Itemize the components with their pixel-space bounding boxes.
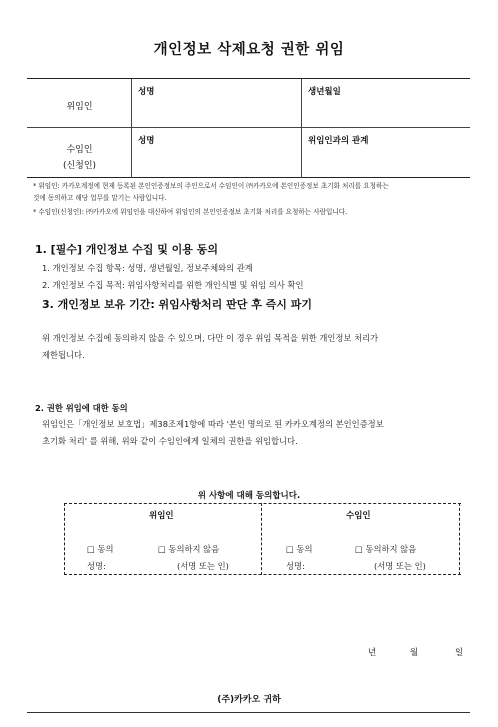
relation-cell[interactable] bbox=[302, 128, 470, 178]
consent-box-left-edge bbox=[64, 503, 65, 575]
consent-box-right-edge bbox=[459, 503, 460, 575]
section1-item-1: 1. 개인정보 수집 항목: 성명, 생년월일, 정보주체와의 관계 bbox=[42, 263, 253, 273]
bottom-divider bbox=[27, 712, 470, 713]
note-line-2: 것에 동의하고 해당 업무를 맡기는 사람입니다. bbox=[33, 194, 167, 202]
consent-title: 위 사항에 대해 동의합니다. bbox=[197, 491, 301, 501]
date-day: 일 bbox=[455, 648, 464, 658]
delegatee-name-cell[interactable] bbox=[132, 128, 302, 178]
note-line-3: * 수임인(신청인): ㈜카카오에 위임인을 대신하여 위임인의 본인인증정보 초기화 처리를 요청하는 사람입니다. bbox=[33, 208, 348, 216]
delegator-row bbox=[27, 79, 470, 128]
section1-item-3: 3. 개인정보 보유 기간: 위임사항처리 판단 후 즉시 파기 bbox=[42, 298, 313, 311]
consent-left-header: 위임인 bbox=[149, 511, 174, 521]
info-table bbox=[27, 78, 470, 178]
relation-label: 위임인과의 관계 bbox=[308, 136, 369, 146]
right-disagree-checkbox[interactable]: □ 동의하지 않음 bbox=[355, 544, 417, 554]
left-agree-checkbox[interactable]: □ 동의 bbox=[87, 544, 114, 554]
delegator-label: 위임인 bbox=[66, 102, 93, 112]
footer-recipient: (주)카카오 귀하 bbox=[217, 695, 281, 705]
section1-heading: 1. [필수] 개인정보 수집 및 이용 동의 bbox=[35, 243, 219, 256]
delegatee-sub-label: (신청인) bbox=[62, 161, 97, 171]
note-line-1: * 위임인: 카카오계정에 현재 등록된 본인인증정보의 주인으로서 수임인이 ㈜카카오에 본인인증정보 초기화 처리를 요청하는 bbox=[33, 182, 389, 190]
right-agree-checkbox[interactable]: □ 동의 bbox=[286, 544, 313, 554]
name-label: 성명 bbox=[138, 87, 155, 97]
left-signature-hint[interactable]: (서명 또는 인) bbox=[177, 561, 229, 571]
birth-label: 생년월일 bbox=[308, 87, 341, 97]
delegator-name-cell[interactable] bbox=[132, 79, 302, 127]
document-title: 개인정보 삭제요청 권한 위임 bbox=[153, 42, 345, 58]
section2-paragraph-line-2: 초기화 처리' 를 위해, 위와 같이 수임인에게 일체의 권한을 위임합니다. bbox=[42, 436, 298, 446]
left-disagree-checkbox[interactable]: □ 동의하지 않음 bbox=[158, 544, 220, 554]
section1-paragraph-line-2: 제한됩니다. bbox=[42, 350, 85, 360]
date-month: 월 bbox=[410, 648, 419, 658]
delegatee-row bbox=[27, 128, 470, 178]
section2-paragraph-line-1: 위임인은「개인정보 보호법」제38조제1항에 따라 '본인 명의로 된 카카오계정의 본인인증정보 bbox=[42, 419, 384, 429]
consent-box-divider bbox=[261, 503, 262, 575]
delegator-birth-cell[interactable] bbox=[302, 79, 470, 127]
right-signature-name-label: 성명: bbox=[286, 561, 305, 571]
name-label-2: 성명 bbox=[138, 136, 155, 146]
delegator-header-cell bbox=[27, 79, 132, 127]
delegatee-label: 수임인 bbox=[66, 145, 93, 155]
section1-item-2: 2. 개인정보 수집 목적: 위임사항처리를 위한 개인식별 및 위임 의사 확인 bbox=[42, 280, 304, 290]
date-year: 년 bbox=[368, 648, 377, 658]
delegatee-header-cell bbox=[27, 128, 132, 178]
consent-right-header: 수임인 bbox=[346, 511, 371, 521]
section1-paragraph-line-1: 위 개인정보 수집에 동의하지 않을 수 있으며, 다만 이 경우 위임 목적을 위한 개인정보 처리가 bbox=[42, 333, 379, 343]
left-signature-name-label: 성명: bbox=[87, 561, 106, 571]
right-signature-hint[interactable]: (서명 또는 인) bbox=[374, 561, 426, 571]
section2-heading: 2. 권한 위임에 대한 동의 bbox=[35, 403, 128, 413]
